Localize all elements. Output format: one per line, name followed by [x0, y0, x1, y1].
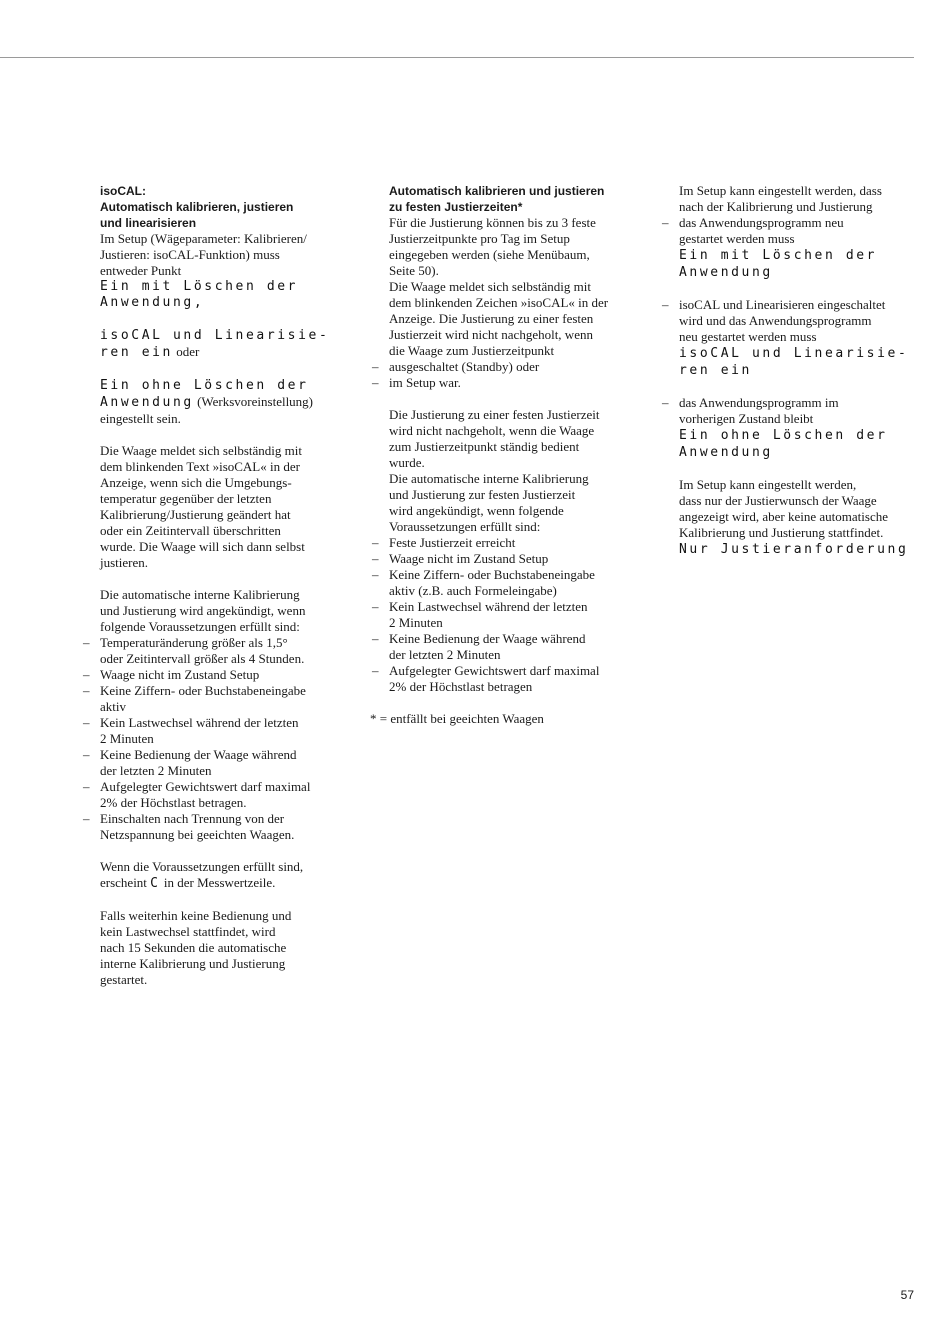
paragraph-setup-options: [679, 183, 927, 215]
text-line: Im Setup kann eingestellt werden, dass: [679, 183, 882, 198]
display-text-option-3: [100, 377, 348, 427]
text-werksvoreinstellung: (Werksvoreinstellung): [193, 394, 314, 409]
paragraph-preconditions: [100, 587, 348, 635]
display-text-option-2: [100, 327, 348, 361]
text-line: oder ein Zeitintervall überschritten: [100, 523, 281, 538]
text-line: Im Setup (Wägeparameter: Kalibrieren/: [100, 231, 307, 246]
display-line: ren ein: [100, 345, 173, 360]
display-line: isoCAL und Linearisie-: [100, 328, 330, 343]
text-line: eingegeben werden (siehe Menübaum,: [389, 247, 590, 262]
setup-options-list: [679, 215, 927, 461]
display-line: Anwendung: [100, 395, 194, 410]
text-line: Die Justierung zu einer festen Justierzeit: [389, 407, 600, 422]
text-fragment: in der Messwertzeile.: [160, 875, 276, 890]
list-item: – isoCAL und Linearisieren eingeschaltet wird und das Anwendungsprogramm neu gestartet werden muss isoCAL und Linearisie- ren ein: [679, 297, 927, 395]
text-line: Die automatische interne Kalibrierung: [389, 471, 589, 486]
text-line: nach der Kalibrierung und Justierung: [679, 199, 873, 214]
paragraph-fixed-time-conditions: [389, 407, 639, 535]
text-line: folgende Voraussetzungen erfüllt sind:: [100, 619, 300, 634]
list-item: – das Anwendungsprogramm im vorherigen Zustand bleibt Ein ohne Löschen der Anwendung: [679, 395, 927, 461]
list-item: – Waage nicht im Zustand Setup: [100, 667, 348, 683]
paragraph-justier-request: [679, 477, 927, 558]
heading-isocal: isoCAL:: [100, 184, 146, 198]
text-line: dem blinkenden Text »isoCAL« in der: [100, 459, 300, 474]
list-item: – Keine Ziffern- oder Buchstabeneingabe aktiv (z.B. auch Formeleingabe): [389, 567, 639, 599]
text-line: Im Setup kann eingestellt werden,: [679, 477, 857, 492]
display-line: Ein mit Löschen der: [100, 279, 299, 294]
text-line: Die Waage meldet sich selbständig mit: [100, 443, 302, 458]
text-line: Die automatische interne Kalibrierung: [100, 587, 300, 602]
text-line: temperatur gegenüber der letzten: [100, 491, 272, 506]
text-line: Voraussetzungen erfüllt sind:: [389, 519, 541, 534]
text-line: entweder Punkt: [100, 263, 182, 278]
top-rule: [0, 57, 914, 58]
display-symbol-c: C: [150, 876, 161, 891]
list-item: – das Anwendungsprogramm neu gestartet werden muss Ein mit Löschen der Anwendung: [679, 215, 927, 297]
display-line: Ein mit Löschen der: [679, 248, 878, 263]
display-line: Anwendung,: [100, 295, 205, 310]
paragraph-blinking-text: [100, 443, 348, 571]
display-line: Ein ohne Löschen der: [679, 428, 888, 443]
list-item: – Aufgelegter Gewichtswert darf maximal 2% der Höchstlast betragen.: [100, 779, 348, 811]
page-number: 57: [900, 1288, 914, 1302]
list-item: – ausgeschaltet (Standby) oder: [389, 359, 639, 375]
text-line: Falls weiterhin keine Bedienung und: [100, 908, 292, 923]
text-line: Kalibrierung und Justierung stattfindet.: [679, 525, 884, 540]
preconditions-list: [100, 635, 348, 843]
text-line: wurde.: [389, 455, 425, 470]
list-item: – Keine Bedienung der Waage während der letzten 2 Minuten: [100, 747, 348, 779]
text-line: Anzeige. Die Justierung zu einer festen: [389, 311, 594, 326]
display-line: Anwendung: [679, 265, 773, 280]
list-item: – Temperaturänderung größer als 1,5° oder Zeitintervall größer als 4 Stunden.: [100, 635, 348, 667]
text-line: gestartet.: [100, 972, 148, 987]
display-line: Anwendung: [679, 445, 773, 460]
text-line: Wenn die Voraussetzungen erfüllt sind,: [100, 859, 304, 874]
text-line: eingestellt sein.: [100, 411, 181, 426]
display-line: Ein ohne Löschen der: [100, 378, 309, 393]
list-item: – Keine Ziffern- oder Buchstabeneingabe aktiv: [100, 683, 348, 715]
list-item: – Aufgelegter Gewichtswert darf maximal 2% der Höchstlast betragen: [389, 663, 639, 695]
text-line: Anzeige, wenn sich die Umgebungs-: [100, 475, 292, 490]
text-line: interne Kalibrierung und Justierung: [100, 956, 286, 971]
text-line: und Justierung zur festen Justierzeit: [389, 487, 576, 502]
list-item: – im Setup war.: [389, 375, 639, 391]
text-line: kein Lastwechsel stattfindet, wird: [100, 924, 276, 939]
list-item: – Kein Lastwechsel während der letzten 2 Minuten: [389, 599, 639, 631]
paragraph-fixed-times: [389, 215, 639, 359]
list-item: – Kein Lastwechsel während der letzten 2 Minuten: [100, 715, 348, 747]
text-line: wird angekündigt, wenn folgende: [389, 503, 564, 518]
text-line: zum Justierzeitpunkt ständig bedient: [389, 439, 580, 454]
display-line: isoCAL und Linearisie-: [679, 346, 909, 361]
list-item: – Keine Bedienung der Waage während der letzten 2 Minuten: [389, 631, 639, 663]
text-line: dass nur der Justierwunsch der Waage: [679, 493, 877, 508]
text-line: Für die Justierung können bis zu 3 feste: [389, 215, 596, 230]
list-item: – Feste Justierzeit erreicht: [389, 535, 639, 551]
heading-line-2: Automatisch kalibrieren, justieren: [100, 200, 294, 214]
text-line: Seite 50).: [389, 263, 439, 278]
text-line: Justierzeitpunkte pro Tag im Setup: [389, 231, 570, 246]
text-line: und Justierung wird angekündigt, wenn: [100, 603, 306, 618]
list-item: – Einschalten nach Trennung von der Netzspannung bei geeichten Waagen.: [100, 811, 348, 843]
column-setup-options: [679, 183, 927, 558]
paragraph-c-display: [100, 859, 348, 892]
text-line: Kalibrierung/Justierung geändert hat: [100, 507, 291, 522]
text-line: wurde. Die Waage will sich dann selbst: [100, 539, 305, 554]
text-oder: oder: [173, 344, 200, 359]
text-fragment: erscheint: [100, 875, 151, 890]
heading-line-3: und linearisieren: [100, 216, 197, 230]
text-line: justieren.: [100, 555, 149, 570]
text-line: nach 15 Sekunden die automatische: [100, 940, 287, 955]
fixed-time-preconditions-list: [389, 535, 639, 695]
display-text-option-1: [100, 279, 348, 311]
text-line: wird nicht nachgeholt, wenn die Waage: [389, 423, 595, 438]
text-line: Die Waage meldet sich selbständig mit: [389, 279, 591, 294]
heading-line-2: zu festen Justierzeiten*: [389, 200, 523, 214]
text-line: dem blinkenden Zeichen »isoCAL« in der: [389, 295, 609, 310]
paragraph-setup: [100, 231, 348, 279]
text-line: angezeigt wird, aber keine automatische: [679, 509, 888, 524]
heading-fixed-times: Automatisch kalibrieren und justieren: [389, 184, 605, 198]
text-line: die Waage zum Justierzeitpunkt: [389, 343, 555, 358]
paragraph-auto-start: [100, 908, 348, 988]
column-fixed-times: [370, 183, 639, 727]
text-line: Justieren: isoCAL-Funktion) muss: [100, 247, 280, 262]
display-line: ren ein: [679, 363, 752, 378]
display-text-justieranforderung: Nur Justieranforderung: [679, 542, 909, 557]
list-item: – Waage nicht im Zustand Setup: [389, 551, 639, 567]
column-isocal: [100, 183, 348, 988]
not-repeated-list: [389, 359, 639, 391]
text-line: Justierzeit wird nicht nachgeholt, wenn: [389, 327, 593, 342]
footnote: * = entfällt bei geeichten Waagen: [370, 711, 544, 726]
